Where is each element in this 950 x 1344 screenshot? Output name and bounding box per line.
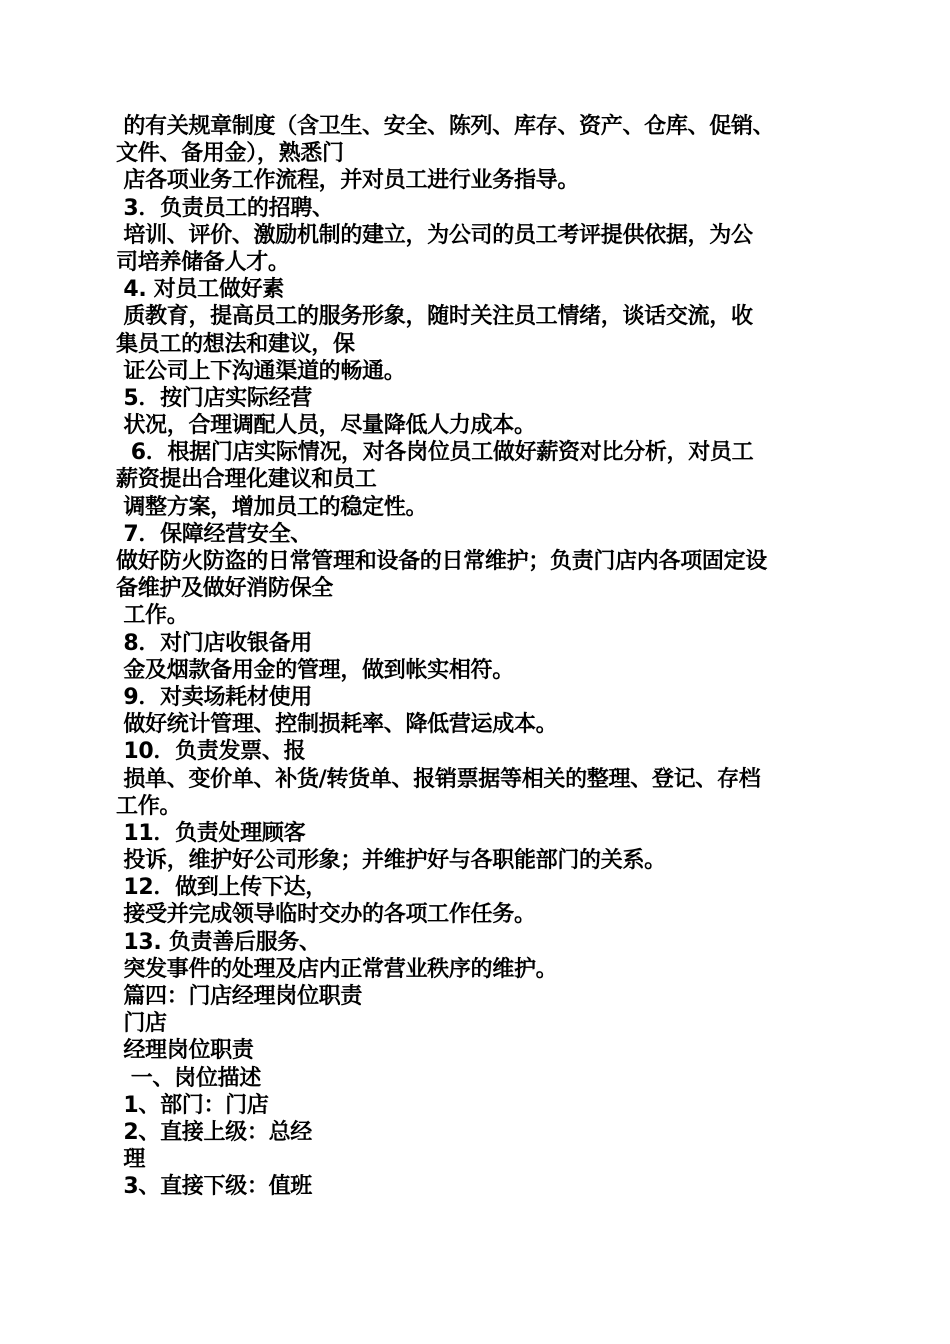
text-line: 2、直接上级：总经 [116, 1119, 312, 1145]
text-line: 状况，合理调配人员，尽量降低人力成本。 [116, 413, 536, 439]
document-body [116, 113, 846, 1201]
text-line: 10．负责发票、报 [116, 739, 306, 765]
text-line: 金及烟款备用金的管理，做到帐实相符。 [116, 657, 514, 683]
text-line: 证公司上下沟通渠道的畅通。 [116, 358, 406, 384]
section-heading: 篇四：门店经理岗位职责 [116, 984, 363, 1009]
text-line: 突发事件的处理及店内正常营业秩序的维护。 [116, 956, 558, 982]
section-title-line: 门店 [116, 1011, 167, 1037]
text-line: 13. 负责善后服务、 [116, 929, 321, 955]
text-line: 理 [116, 1147, 146, 1173]
text-line: 11．负责处理顾客 [116, 820, 306, 846]
text-line: 3、直接下级：值班 [116, 1174, 312, 1200]
text-line: 工作。 [116, 603, 189, 629]
text-line: 调整方案，增加员工的稳定性。 [116, 494, 428, 520]
text-line: 1、部门：门店 [116, 1092, 269, 1118]
text-line: 工作。 [116, 793, 182, 819]
text-line: 文件、备用金），熟悉门 [116, 141, 344, 167]
text-line: 7．保障经营安全、 [116, 521, 312, 547]
text-line: 备维护及做好消防保全 [116, 576, 334, 602]
text-line: 司培养储备人才。 [116, 249, 290, 275]
text-line: 投诉，维护好公司形象；并维护好与各职能部门的关系。 [116, 848, 666, 874]
text-line: 的有关规章制度（含卫生、安全、陈列、库存、资产、仓库、促销、 [116, 114, 775, 139]
text-line: 接受并完成领导临时交办的各项工作任务。 [116, 902, 536, 928]
text-line: 培训、评价、激励机制的建立，为公司的员工考评提供依据，为公 [116, 222, 753, 248]
text-line: 做好统计管理、控制损耗率、降低营运成本。 [116, 712, 558, 738]
section-title-line: 经理岗位职责 [116, 1038, 254, 1064]
text-line: 损单、变价单、补货/转货单、报销票据等相关的整理、登记、存档 [116, 766, 761, 792]
text-line: 店各项业务工作流程，并对员工进行业务指导。 [116, 168, 580, 194]
text-line: 5．按门店实际经营 [116, 385, 312, 411]
text-line: 3．负责员工的招聘、 [116, 195, 334, 221]
text-line: 12．做到上传下达， [116, 875, 327, 901]
text-line: 6．根据门店实际情况，对各岗位员工做好薪资对比分析，对员工 [116, 440, 754, 466]
text-line: 4. 对员工做好素 [116, 277, 284, 303]
text-line: 做好防火防盗的日常管理和设备的日常维护；负责门店内各项固定设 [116, 549, 768, 574]
subsection-heading: 一、岗位描述 [116, 1065, 261, 1091]
text-line: 8．对门店收银备用 [116, 630, 312, 656]
text-line: 9．对卖场耗材使用 [116, 684, 312, 710]
text-line: 薪资提出合理化建议和员工 [116, 467, 377, 493]
text-line: 集员工的想法和建议，保 [116, 331, 355, 357]
text-line: 质教育，提高员工的服务形象，随时关注员工情绪，谈话交流，收 [116, 304, 753, 330]
